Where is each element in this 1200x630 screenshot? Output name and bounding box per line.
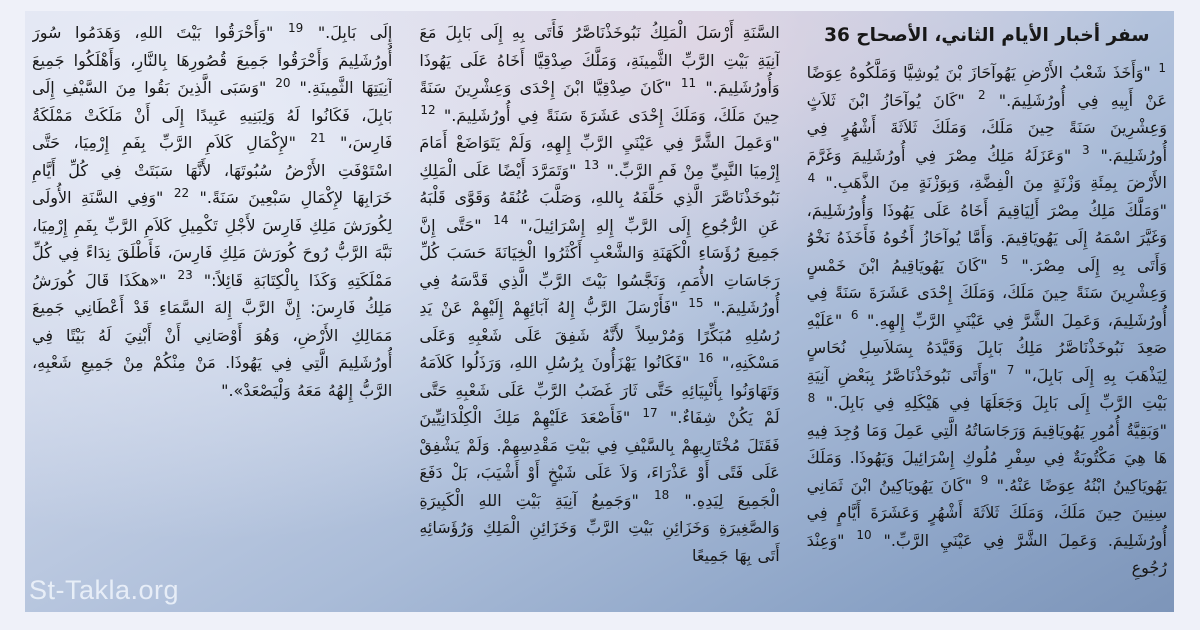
verse-number: 1 bbox=[1158, 60, 1166, 75]
chapter-title: سفر أخبار الأيام الثاني، الأصحاح 36 bbox=[824, 25, 1150, 46]
columns-container bbox=[25, 11, 1174, 612]
verse-number: 2 bbox=[977, 88, 986, 103]
verse-number: 13 bbox=[583, 158, 600, 173]
column-middle bbox=[419, 19, 779, 604]
site-watermark: St-Takla.org bbox=[29, 575, 180, 605]
verse-number: 4 bbox=[807, 170, 816, 185]
scripture-text-column-left: إِلَى بَابِلَ." $^{19}$ "وَأَحْرَقُوا بَيْتَ اللهِ، وَهَدَمُوا سُورَ أُورُشَلِيمَ وَأَحْرَقُوا جَمِيعَ قُصُورِهَا بِالنَّارِ، وَأَهْلَكُوا جَمِيعَ آنِيَتِهَا الثَّمِينَةِ." $^{20}$ "وَسَبَى الَّذِينَ بَقُوا مِنَ السَّيْفِ إِلَى بَابِلَ، فَكَانُوا لَهُ وَلِبَنِيهِ عَبِيدًا إِلَى أَنْ مَلَكَتْ مَمْلَكَةُ فَارِسَ،" $^{21}$ "لإِكْمَالِ كَلاَمِ الرَّبِّ بِفَمِ إِرْمِيَا، حَتَّى اسْتَوْفَتِ الأَرْضُ سُبُوتَهَا، لأَنَّهَا سَبَتَتْ فِي كُلِّ أَيَّامِ خَرَابِهَا لإِكْمَالِ سَبْعِينَ سَنَةً." $^{22}$ "وَفِي السَّنَةِ الأُولَى لِكُورَشَ مَلِكِ فَارِسَ لأَجْلِ تَكْمِيلِ كَلاَمِ الرَّبِّ بِفَمِ إِرْمِيَا، نَبَّهَ الرَّبُّ رُوحَ كُورَشَ مَلِكِ فَارِسَ، فَأَطْلَقَ نِدَاءً فِي كُلِّ مَمْلَكَتِهِ وَكَذَا بِالْكِتَابَةِ قَائِلاً:" $^{23}$ "«هكَذَا قَالَ كُورَشُ مَلِكُ فَارِسَ: إِنَّ الرَّبَّ إِلهَ السَّمَاءِ قَدْ أَعْطَانِي جَمِيعَ مَمَالِكِ الأَرْضِ، وَهُوَ أَوْصَانِي أَنْ أَبْنِيَ لَهُ بَيْتًا فِي أُورُشَلِيمَ الَّتِي فِي يَهُوذَا. مَنْ مِنْكُمْ مِنْ جَمِيعِ شَعْبِهِ، الرَّبُّ إِلهُهُ مَعَهُ وَلْيَصْعَدْ»." bbox=[32, 20, 393, 400]
verse-number: 21 bbox=[310, 130, 326, 145]
scripture-photo-panel bbox=[25, 11, 1174, 612]
verse-number: 3 bbox=[1082, 143, 1090, 158]
verse-number: 5 bbox=[1000, 253, 1009, 268]
verse-number: 7 bbox=[1006, 363, 1015, 378]
verse-number: 14 bbox=[493, 213, 509, 228]
verse-number: 8 bbox=[807, 390, 816, 405]
verse-number: 11 bbox=[680, 75, 697, 90]
verse-number: 18 bbox=[654, 488, 670, 503]
verse-number: 17 bbox=[642, 405, 658, 420]
scripture-text-column-middle: السَّنَةِ أَرْسَلَ الْمَلِكُ نَبُوخَذْنَاصَّرُ فَأَتَى بِهِ إِلَى بَابِلَ مَعَ آنِيَةِ بَيْتِ الرَّبِّ الثَّمِينَةِ، وَمَلَّكَ صِدْقِيَّا أَخَاهُ عَلَى يَهُوذَا وَأُورُشَلِيمَ." $^{11}$ "كَانَ صِدْقِيَّا ابْنَ إِحْدَى وَعِشْرِينَ سَنَةً حِينَ مَلَكَ، وَمَلَكَ إِحْدَى عَشَرَةَ سَنَةً فِي أُورُشَلِيمَ." $^{12}$ "وَعَمِلَ الشَّرَّ فِي عَيْنَيِ الرَّبِّ إِلهِهِ، وَلَمْ يَتَوَاضَعْ أَمَامَ إِرْمِيَا النَّبِيِّ مِنْ فَمِ الرَّبِّ." $^{13}$ "وَتَمَرَّدَ أَيْضًا عَلَى الْمَلِكِ نَبُوخَذْنَاصَّرَ الَّذِي حَلَّفَهُ بِاللهِ، وَصَلَّبَ عُنُقَهُ وَقَوَّى قَلْبَهُ عَنِ الرُّجُوعِ إِلَى الرَّبِّ إِلهِ إِسْرَائِيلَ،" $^{14}$ "حَتَّى إِنَّ جَمِيعَ رُؤَسَاءِ الْكَهَنَةِ وَالشَّعْبِ أَكْثَرُوا الْخِيَانَةَ حَسَبَ كُلِّ رَجَاسَاتِ الأُمَمِ، وَنَجَّسُوا بَيْتَ الرَّبِّ الَّذِي قَدَّسَهُ فِي أُورُشَلِيمَ." $^{15}$ "فَأَرْسَلَ الرَّبُّ إِلهُ آبَائِهِمْ إِلَيْهِمْ عَنْ يَدِ رُسُلِهِ مُبَكِّرًا وَمُرْسِلاً لأَنَّهُ شَفِقَ عَلَى شَعْبِهِ وَعَلَى مَسْكَنِهِ،" $^{16}$ "فَكَانُوا يَهْزَأُونَ بِرُسُلِ اللهِ، وَرَذَلُوا كَلاَمَهُ وَتَهَاوَنُوا بِأَنْبِيَائِهِ حَتَّى ثَارَ غَضَبُ الرَّبِّ عَلَى شَعْبِهِ حَتَّى لَمْ يَكُنْ شِفَاءٌ." $^{17}$ "فَأَصْعَدَ عَلَيْهِمْ مَلِكَ الْكِلْدَانِيِّينَ فَقَتَلَ مُخْتَارِيهِمْ بِالسَّيْفِ فِي بَيْتِ مَقْدِسِهِمْ. وَلَمْ يَشْفِقْ عَلَى فَتًى أَوْ عَذْرَاءَ، وَلاَ عَلَى شَيْخٍ أَوْ أَشْيَبَ، بَلْ دَفَعَ الْجَمِيعَ لِيَدِهِ." $^{18}$ "وَجَمِيعُ آنِيَةِ بَيْتِ اللهِ الْكَبِيرَةِ وَالصَّغِيرَةِ وَخَزَائِنِ بَيْتِ الرَّبِّ وَخَزَائِنِ الْمَلِكِ وَرُؤَسَائِهِ أَتَى بِهَا جَمِيعًا bbox=[419, 23, 780, 565]
verse-number: 16 bbox=[698, 350, 714, 365]
verse-number: 20 bbox=[275, 75, 291, 90]
verse-number: 12 bbox=[420, 103, 436, 118]
scripture-text-column-right: $^1$ "وَأَخَذَ شَعْبُ الأَرْضِ يَهُوآحَازَ بْنَ يُوشِيَّا وَمَلَّكُوهُ عِوَضًا عَنْ أَبِيهِ فِي أُورُشَلِيمَ." $^2$ "كَانَ يُوآحَازُ ابْنَ ثَلاَثٍ وَعِشْرِينَ سَنَةً حِينَ مَلَكَ، وَمَلَكَ ثَلاَثَةَ أَشْهُرٍ فِي أُورُشَلِيمَ." $^3$ "وَعَزَلَهُ مَلِكُ مِصْرَ فِي أُورُشَلِيمَ وَغَرَّمَ الأَرْضَ بِمِئَةِ وَزْنَةٍ مِنَ الْفِضَّةِ، وَبِوَزْنَةٍ مِنَ الذَّهَبِ." $^4$ "وَمَلَّكَ مَلِكُ مِصْرَ أَلِيَاقِيمَ أَخَاهُ عَلَى يَهُوذَا وَأُورُشَلِيمَ، وَغَيَّرَ اسْمَهُ إِلَى يَهُويَاقِيمَ. وَأَمَّا يُوآحَازُ أَخُوهُ فَأَخَذَهُ نَخْوُ وَأَتَى بِهِ إِلَى مِصْرَ." $^5$ "كَانَ يَهُويَاقِيمُ ابْنَ خَمْسٍ وَعِشْرِينَ سَنَةً حِينَ مَلَكَ، وَمَلَكَ إِحْدَى عَشَرَةَ سَنَةً فِي أُورُشَلِيمَ، وَعَمِلَ الشَّرَّ فِي عَيْنَيِ الرَّبِّ إِلهِهِ." $^6$ "عَلَيْهِ صَعِدَ نَبُوخَذْنَاصَّرُ مَلِكُ بَابِلَ وَقَيَّدَهُ بِسَلاَسِلِ نُحَاسٍ لِيَذْهَبَ بِهِ إِلَى بَابِلَ،" $^7$ "وَأَتَى نَبُوخَذْنَاصَّرُ بِبَعْضِ آنِيَةِ بَيْتِ الرَّبِّ إِلَى بَابِلَ وَجَعَلَهَا فِي هَيْكَلِهِ فِي بَابِلَ." $^8$ "وَبَقِيَّةُ أُمُورِ يَهُويَاقِيمَ وَرَجَاسَاتُهُ الَّتِي عَمِلَ وَمَا وُجِدَ فِيهِ هَا هِيَ مَكْتُوبَةٌ فِي سِفْرِ مُلُوكِ إِسْرَائِيلَ وَيَهُوذَا. وَمَلَكَ يَهُويَاكِينُ ابْنُهُ عِوَضًا عَنْهُ." $^9$ "كَانَ يَهُويَاكِينُ ابْنَ ثَمَانِي سِنِينَ حِينَ مَلَكَ، وَمَلَكَ ثَلاَثَةَ أَشْهُرٍ وَعَشَرَةَ أَيَّامٍ فِي أُورُشَلِيمَ. وَعَمِلَ الشَّرَّ فِي عَيْنَيِ الرَّبِّ." $^{10}$ "وَعِنْدَ رُجُوعِ bbox=[806, 60, 1167, 577]
column-right bbox=[807, 19, 1167, 604]
column-left bbox=[32, 19, 392, 604]
verse-number: 15 bbox=[688, 295, 704, 310]
verse-number: 22 bbox=[173, 185, 190, 200]
verse-number: 19 bbox=[287, 20, 304, 35]
verse-number: 6 bbox=[850, 308, 859, 323]
verse-number: 10 bbox=[856, 528, 872, 543]
verse-number: 23 bbox=[177, 268, 193, 283]
verse-number: 9 bbox=[980, 473, 989, 488]
